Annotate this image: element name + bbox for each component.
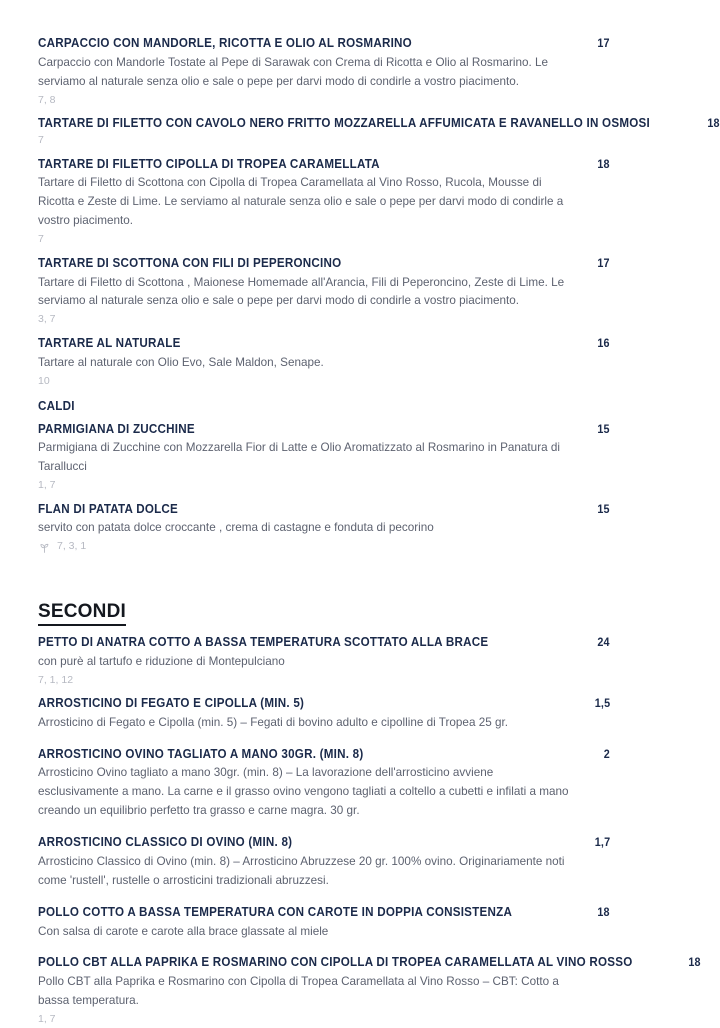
menu-item-title: ARROSTICINO OVINO TAGLIATO A MANO 30GR. (MIN. 8) (38, 746, 364, 761)
menu-item-description: con purè al tartufo e riduzione di Montepulciano (38, 654, 285, 668)
menu-item-description: Pollo CBT alla Paprika e Rosmarino con Cipolla di Tropea Caramellata al Vino Rosso – CBT: Cotto a bassa temperatura. (38, 975, 559, 1008)
menu-item-allergens (38, 133, 610, 149)
menu-item-title: TARTARE DI SCOTTONA CON FILI DI PEPERONCINO (38, 255, 342, 270)
menu-item-title: POLLO COTTO A BASSA TEMPERATURA CON CAROTE IN DOPPIA CONSISTENZA (38, 904, 513, 919)
menu-item-price: 15 (597, 501, 610, 516)
menu-item-allergens (38, 374, 610, 390)
section-heading-block (38, 601, 610, 626)
allergen-numbers: 7, 3, 1 (57, 540, 87, 553)
menu-item-description: Tartare di Filetto di Scottona , Maionese Homemade all'Arancia, Fili di Peperoncino, Zeste di Lime. Le serviamo al naturale senza olio e sale o pepe per darvi modo di condirle a vostro piacimento. (38, 275, 565, 308)
menu-item-header (38, 157, 610, 173)
menu-item-price: 18 (597, 156, 610, 171)
menu-item-title: ARROSTICINO DI FEGATO E CIPOLLA (MIN. 5) (38, 696, 305, 711)
menu-item-description: Tartare di Filetto di Scottona con Cipolla di Tropea Caramellata al Vino Rosso, Rucola, Mousse di Ricotta e Zeste di Lime. Le serviamo al naturale senza olio e sale o pepe per darvi modo di condirle a vostro piacimento. (38, 176, 564, 228)
menu-sections-container (38, 36, 720, 1028)
allergen-numbers: 7 (38, 133, 44, 146)
menu-item-allergens (38, 1012, 610, 1028)
menu-item-allergens (38, 232, 610, 248)
menu-item[interactable] (38, 116, 720, 148)
allergen-numbers: 1, 7 (38, 479, 56, 492)
menu-item-price: 18 (688, 955, 701, 970)
allergen-numbers: 7, 1, 12 (38, 673, 74, 686)
menu-item-title: FLAN DI PATATA DOLCE (38, 501, 179, 516)
menu-item-allergens (38, 539, 610, 555)
menu-item-header (38, 747, 610, 763)
menu-item-title: TARTARE DI FILETTO CIPOLLA DI TROPEA CARAMELLATA (38, 156, 380, 171)
menu-item-allergens (38, 478, 610, 494)
menu-item-description: Arrosticino Classico di Ovino (min. 8) – Arrosticino Abruzzese 20 gr. 100% ovino. Originariamente noti come 'rustell', rustelle o arrosticini tradizionali abruzzesi. (38, 854, 565, 887)
menu-item-price: 15 (597, 421, 610, 436)
menu-item-title: PARMIGIANA DI ZUCCHINE (38, 421, 195, 436)
menu-item[interactable] (38, 635, 610, 688)
menu-item[interactable] (38, 502, 610, 555)
menu-item-price: 18 (597, 904, 610, 919)
menu-item-description: Arrosticino Ovino tagliato a mano 30gr. (min. 8) – La lavorazione dell'arrosticino avviene esclusivamente a mano. La carne e il grasso ovino vengono tagliati a coltello a cubetti e infilati a mano creando un equilibrio perfetto tra grasso e carne magra. 30 gr. (38, 766, 569, 818)
menu-item-header (38, 116, 720, 132)
menu-item[interactable] (38, 905, 610, 948)
menu-item-header (38, 256, 610, 272)
menu-item-title: ARROSTICINO CLASSICO DI OVINO (MIN. 8) (38, 835, 293, 850)
menu-item[interactable] (38, 835, 610, 897)
menu-item[interactable] (38, 747, 610, 827)
menu-item-header (38, 635, 610, 651)
menu-item-header (38, 696, 610, 712)
menu-item-header (38, 835, 610, 851)
menu-item-header (38, 422, 610, 438)
subsection-heading-caldi: CALDI (38, 398, 75, 413)
menu-item-header (38, 502, 610, 518)
menu-item-price: 1,5 (594, 696, 610, 711)
menu-item-price: 17 (597, 255, 610, 270)
menu-item[interactable] (38, 336, 610, 389)
menu-item[interactable] (38, 955, 701, 1027)
menu-item-header (38, 905, 610, 921)
menu-item-price: 2 (603, 746, 610, 761)
menu-item[interactable] (38, 256, 610, 328)
menu-item[interactable] (38, 422, 610, 494)
menu-item-description: Carpaccio con Mandorle Tostate al Pepe di Sarawak con Crema di Ricotta e Olio al Rosmarino. Le serviamo al naturale senza olio e sale o pepe per darvi modo di condirle a vostro piacimento. (38, 55, 549, 88)
menu-item-title: POLLO CBT ALLA PAPRIKA E ROSMARINO CON CIPOLLA DI TROPEA CARAMELLATA AL VINO ROSSO (38, 955, 633, 970)
menu-item-spacer (38, 941, 610, 947)
allergen-numbers: 3, 7 (38, 313, 56, 326)
menu-item-description: Arrosticino di Fegato e Cipolla (min. 5) – Fegati di bovino adulto e cipolline di Tropea 25 gr. (38, 715, 509, 729)
menu-item-title: TARTARE DI FILETTO CON CAVOLO NERO FRITTO MOZZARELLA AFFUMICATA E RAVANELLO IN OSMOSI (38, 116, 650, 131)
allergen-numbers: 7 (38, 233, 44, 246)
menu-item-title: PETTO DI ANATRA COTTO A BASSA TEMPERATURA SCOTTATO ALLA BRACE (38, 634, 489, 649)
menu-item-price: 18 (707, 116, 720, 131)
menu-item[interactable] (38, 36, 610, 108)
menu-item-allergens (38, 673, 610, 689)
menu-item-price: 17 (597, 36, 610, 50)
menu-item-spacer (38, 821, 610, 827)
menu-item-price: 1,7 (594, 835, 610, 850)
menu-item-header (38, 955, 701, 971)
menu-item-spacer (38, 891, 610, 897)
menu-item-description: Tartare al naturale con Olio Evo, Sale Maldon, Senape. (38, 355, 324, 369)
sprout-icon (38, 541, 51, 554)
menu-item-allergens (38, 312, 610, 328)
menu-item[interactable] (38, 696, 610, 739)
menu-item-title: CARPACCIO CON MANDORLE, RICOTTA E OLIO AL ROSMARINO (38, 36, 412, 50)
menu-item-title: TARTARE AL NATURALE (38, 336, 181, 351)
menu-item-description: servito con patata dolce croccante , crema di castagne e fonduta di pecorino (38, 521, 434, 535)
allergen-numbers: 1, 7 (38, 1012, 56, 1025)
menu-item-price: 16 (597, 336, 610, 351)
allergen-numbers: 7, 8 (38, 93, 56, 106)
menu-item-header (38, 36, 610, 52)
menu-item-header (38, 336, 610, 352)
menu-item-allergens (38, 93, 610, 109)
menu-item-description: Parmigiana di Zucchine con Mozzarella Fior di Latte e Olio Aromatizzato al Rosmarino in Panatura di Tarallucci (38, 441, 560, 474)
menu-item-price: 24 (597, 634, 610, 649)
menu-item-description: Con salsa di carote e carote alla brace glassate al miele (38, 924, 329, 938)
menu-item-spacer (38, 733, 610, 739)
allergen-numbers: 10 (38, 374, 50, 387)
menu-item[interactable] (38, 157, 610, 248)
section-title-secondi: SECONDI (38, 601, 126, 626)
